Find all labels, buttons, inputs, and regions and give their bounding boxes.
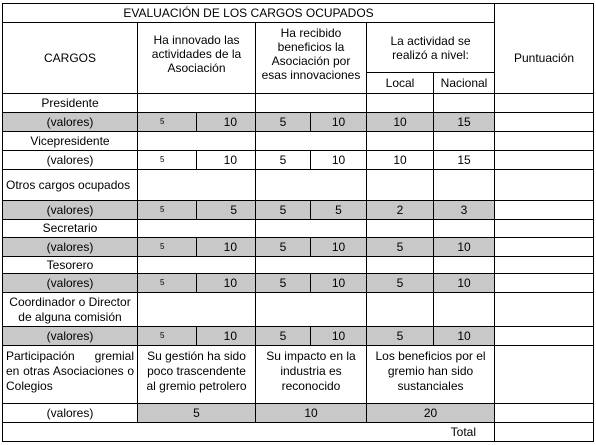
score-cell[interactable] [495,403,594,422]
value-cell: 10 [256,403,367,422]
value-cell: 10 [434,327,495,346]
value-cell: 5 [138,237,197,256]
valores-label: (valores) [3,150,138,169]
value-cell: 5 [367,327,434,346]
value-cell: 3 [434,201,495,220]
header-puntuacion: Puntuación [495,23,594,93]
total-score-cell[interactable] [495,422,594,441]
score-cell[interactable] [495,201,594,220]
valores-label: (valores) [3,112,138,131]
value-cell: 10 [311,150,367,169]
valores-label: (valores) [3,237,138,256]
total-label: Total [3,422,495,441]
value-cell: 10 [367,150,434,169]
value-cell: 5 [311,201,367,220]
score-cell[interactable] [495,150,594,169]
valores-label: (valores) [3,201,138,220]
gremial-col3: Los beneficios por el gremio han sido sustanciales [367,346,495,403]
value-cell: 5 [256,327,311,346]
header-nivel: La actividad se realizó a nivel: [367,23,495,73]
header-beneficios: Ha recibido beneficios la Asociación por esas innovaciones [256,23,367,93]
value-cell: 10 [197,150,256,169]
value-cell: 5 [256,112,311,131]
header-cargos: CARGOS [3,23,138,93]
title-blank-cell [495,4,594,23]
value-cell: 5 [367,237,434,256]
value-cell: 20 [367,403,495,422]
score-cell[interactable] [495,327,594,346]
score-cell[interactable] [495,112,594,131]
value-cell: 10 [197,273,256,292]
value-cell: 5 [138,403,256,422]
value-cell: 10 [197,112,256,131]
gremial-col1: Su gestión ha sido poco trascendente al gremio petrolero [138,346,256,403]
value-cell: 5 [197,201,256,220]
role-name: Secretario [3,220,138,237]
value-cell: 15 [434,112,495,131]
evaluation-table-container [2,3,593,442]
value-cell: 5 [138,327,197,346]
value-cell: 5 [256,150,311,169]
value-cell: 5 [256,237,311,256]
table-title: EVALUACIÓN DE LOS CARGOS OCUPADOS [3,4,495,23]
value-cell: 5 [138,201,197,220]
role-name: Vicepresidente [3,131,138,150]
value-cell: 10 [434,237,495,256]
value-cell: 10 [311,273,367,292]
value-cell: 5 [138,150,197,169]
gremial-name: Participación gremial en otras Asociaciones o Colegios [3,346,138,403]
value-cell: 5 [367,273,434,292]
role-name: Otros cargos ocupados [3,170,138,201]
value-cell: 10 [311,112,367,131]
valores-label: (valores) [3,403,138,422]
value-cell: 5 [138,112,197,131]
valores-label: (valores) [3,273,138,292]
value-cell: 10 [197,327,256,346]
value-cell: 10 [367,112,434,131]
value-cell: 15 [434,150,495,169]
value-cell: 5 [256,201,311,220]
value-cell: 2 [367,201,434,220]
evaluation-table [2,3,594,442]
score-cell[interactable] [495,273,594,292]
header-innovado: Ha innovado las actividades de la Asociación [138,23,256,93]
valores-label: (valores) [3,327,138,346]
role-name: Tesorero [3,256,138,273]
gremial-col2: Su impacto en la industria es reconocido [256,346,367,403]
role-name: Coordinador o Director de alguna comisión [3,292,138,326]
value-cell: 10 [197,237,256,256]
value-cell: 5 [138,273,197,292]
value-cell: 5 [256,273,311,292]
value-cell: 10 [311,327,367,346]
value-cell: 10 [434,273,495,292]
header-local: Local [367,73,434,93]
role-name: Presidente [3,93,138,112]
value-cell: 10 [311,237,367,256]
score-cell[interactable] [495,237,594,256]
header-nacional: Nacional [434,73,495,93]
